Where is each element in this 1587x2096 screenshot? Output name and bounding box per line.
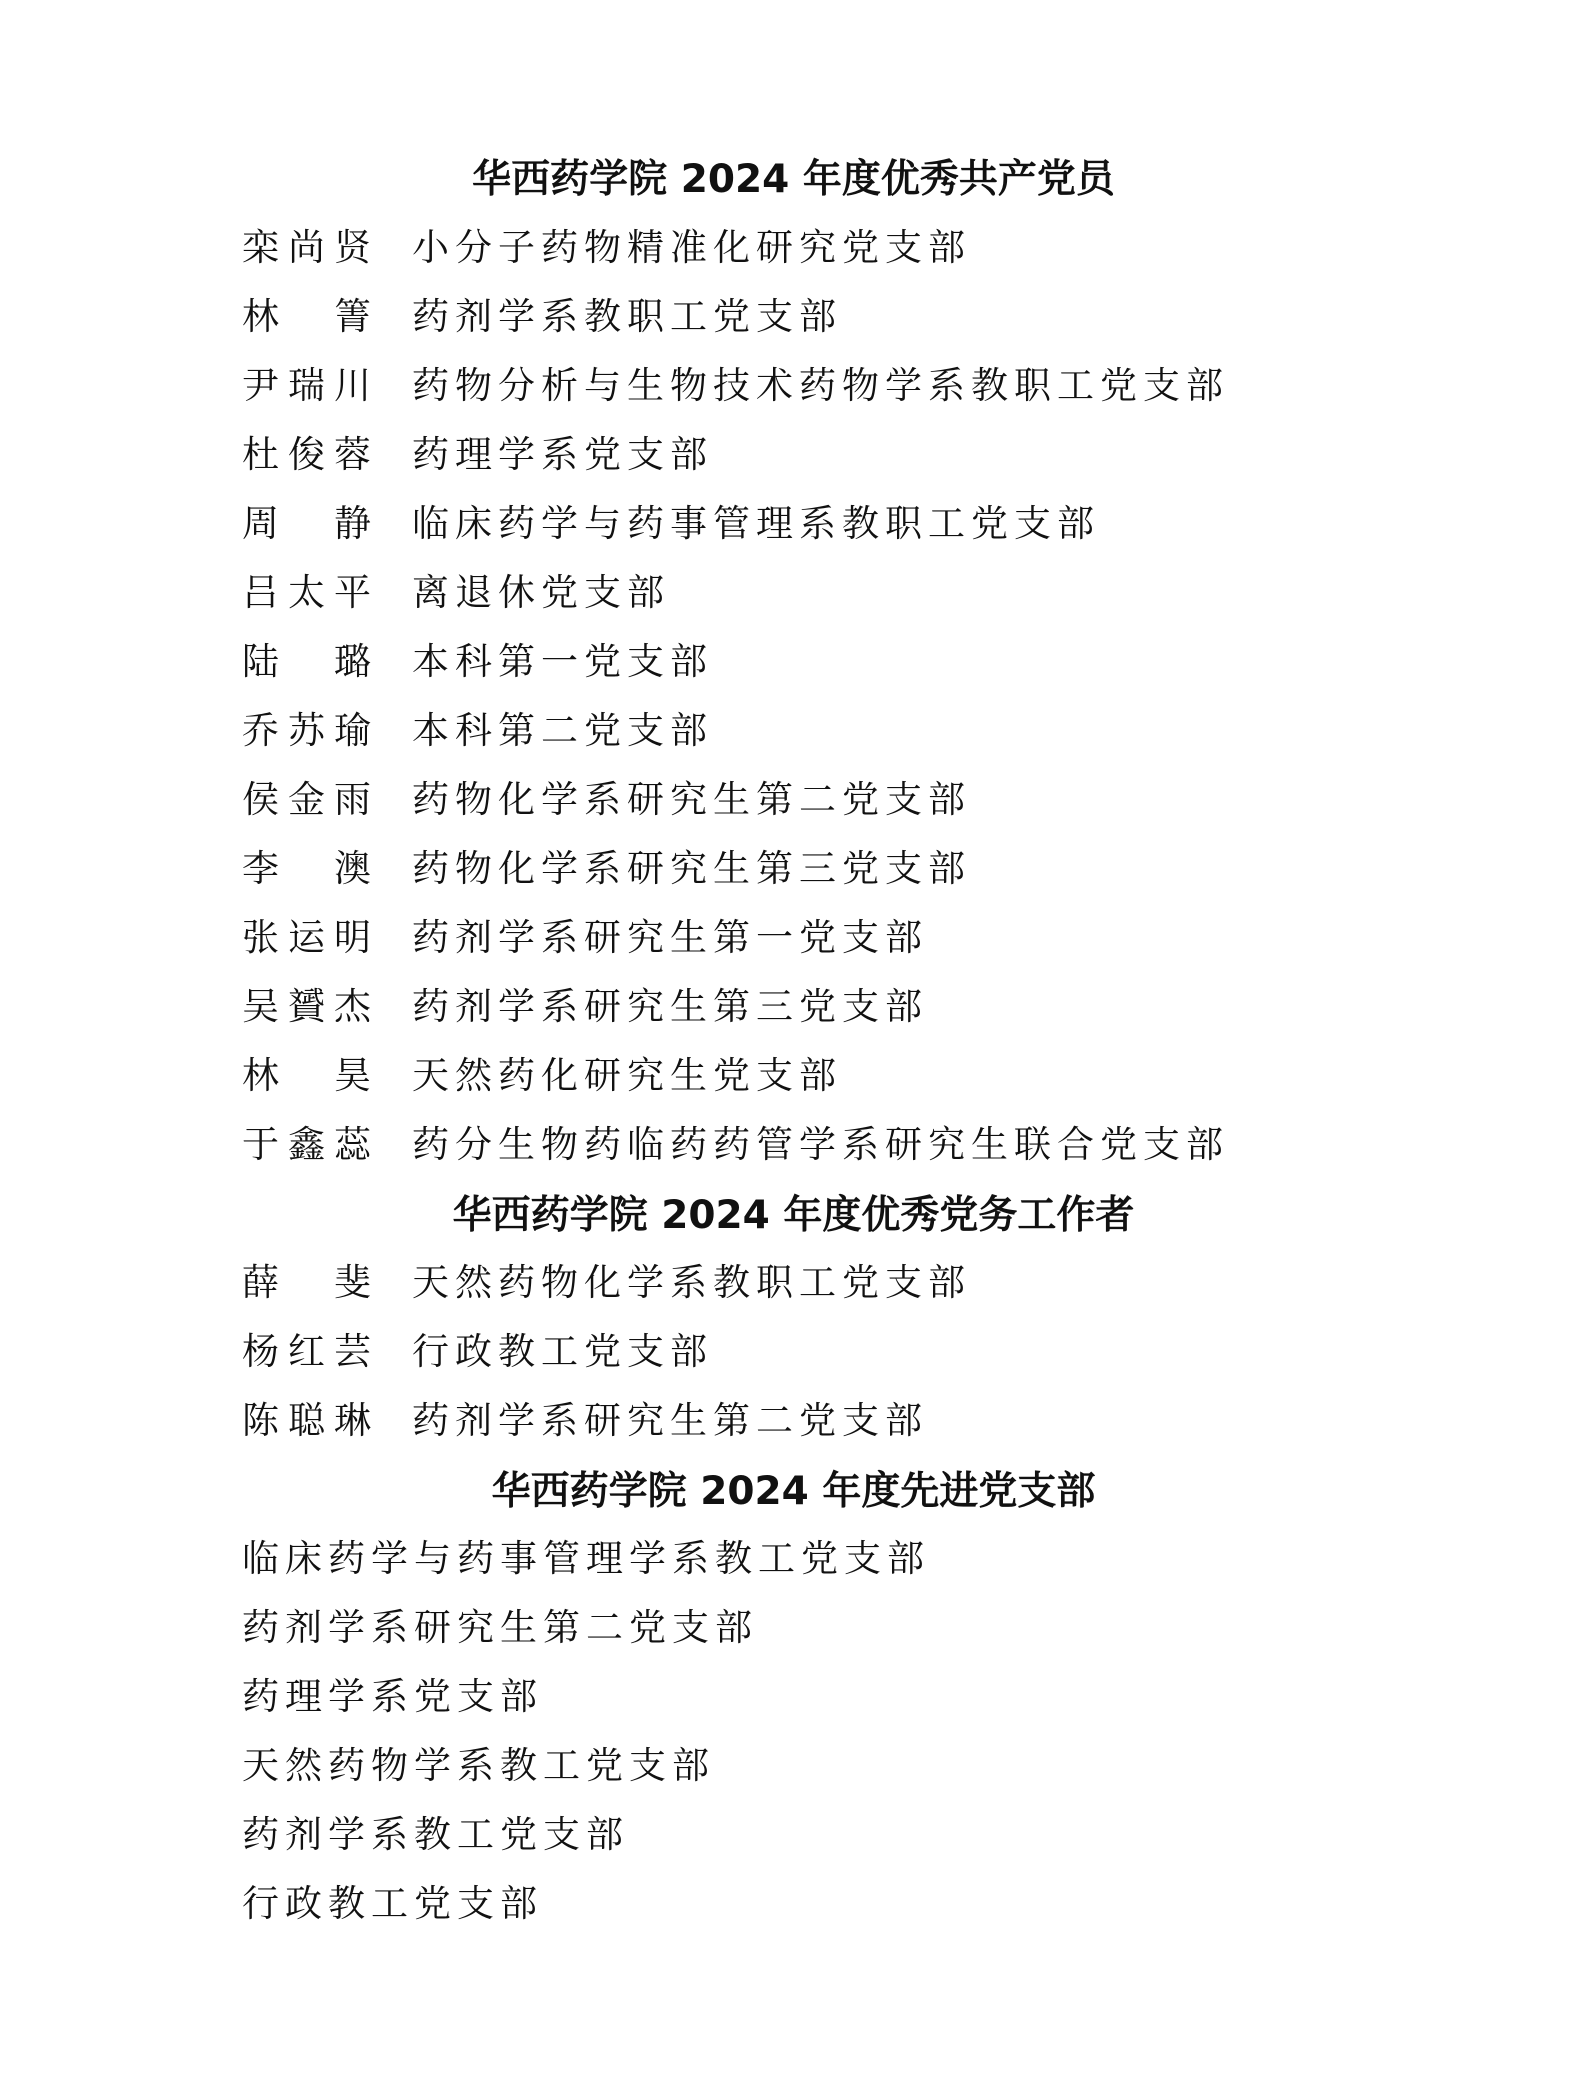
member-name: 栾尚贤 xyxy=(242,226,372,269)
member-name: 林 昊 xyxy=(242,1054,372,1097)
worker-name: 杨红芸 xyxy=(242,1330,372,1373)
member-branch: 本科第二党支部 xyxy=(412,709,713,752)
worker-name: 陈聪琳 xyxy=(242,1399,372,1442)
advanced-branch-name: 药理学系党支部 xyxy=(242,1675,543,1718)
section-title-excellent-members: 华西药学院 2024 年度优秀共产党员 xyxy=(472,157,1115,202)
member-name: 侯金雨 xyxy=(242,778,372,821)
section-title-advanced-branches: 华西药学院 2024 年度先进党支部 xyxy=(491,1469,1096,1514)
member-branch: 药物分析与生物技术药物学系教职工党支部 xyxy=(412,364,1229,407)
member-branch: 临床药学与药事管理系教职工党支部 xyxy=(412,502,1100,545)
member-branch: 药物化学系研究生第二党支部 xyxy=(412,778,971,821)
member-name: 乔苏瑜 xyxy=(242,709,372,752)
member-branch: 天然药化研究生党支部 xyxy=(412,1054,842,1097)
member-branch: 离退休党支部 xyxy=(412,571,670,614)
member-branch: 药剂学系研究生第三党支部 xyxy=(412,985,928,1028)
member-name: 张运明 xyxy=(242,916,372,959)
member-branch: 药理学系党支部 xyxy=(412,433,713,476)
member-name: 于鑫蕊 xyxy=(242,1123,372,1166)
advanced-branch-name: 行政教工党支部 xyxy=(242,1882,543,1925)
advanced-branch-name: 天然药物学系教工党支部 xyxy=(242,1744,715,1787)
member-name: 周 静 xyxy=(242,502,372,545)
member-branch: 本科第一党支部 xyxy=(412,640,713,683)
member-branch: 药物化学系研究生第三党支部 xyxy=(412,847,971,890)
member-name: 杜俊蓉 xyxy=(242,433,372,476)
member-branch: 药剂学系研究生第一党支部 xyxy=(412,916,928,959)
member-name: 李 澳 xyxy=(242,847,372,890)
advanced-branch-name: 临床药学与药事管理学系教工党支部 xyxy=(242,1537,930,1580)
advanced-branch-name: 药剂学系教工党支部 xyxy=(242,1813,629,1856)
worker-branch: 行政教工党支部 xyxy=(412,1330,713,1373)
member-name: 陆 璐 xyxy=(242,640,372,683)
member-name: 尹瑞川 xyxy=(242,364,372,407)
worker-name: 薛 斐 xyxy=(242,1261,372,1304)
member-name: 吕太平 xyxy=(242,571,372,614)
advanced-branch-name: 药剂学系研究生第二党支部 xyxy=(242,1606,758,1649)
section-title-excellent-workers: 华西药学院 2024 年度优秀党务工作者 xyxy=(452,1193,1135,1238)
member-branch: 药分生物药临药药管学系研究生联合党支部 xyxy=(412,1123,1229,1166)
worker-branch: 药剂学系研究生第二党支部 xyxy=(412,1399,928,1442)
worker-branch: 天然药物化学系教职工党支部 xyxy=(412,1261,971,1304)
member-name: 林 箐 xyxy=(242,295,372,338)
member-name: 吴贇杰 xyxy=(242,985,372,1028)
member-branch: 小分子药物精准化研究党支部 xyxy=(412,226,971,269)
member-branch: 药剂学系教职工党支部 xyxy=(412,295,842,338)
